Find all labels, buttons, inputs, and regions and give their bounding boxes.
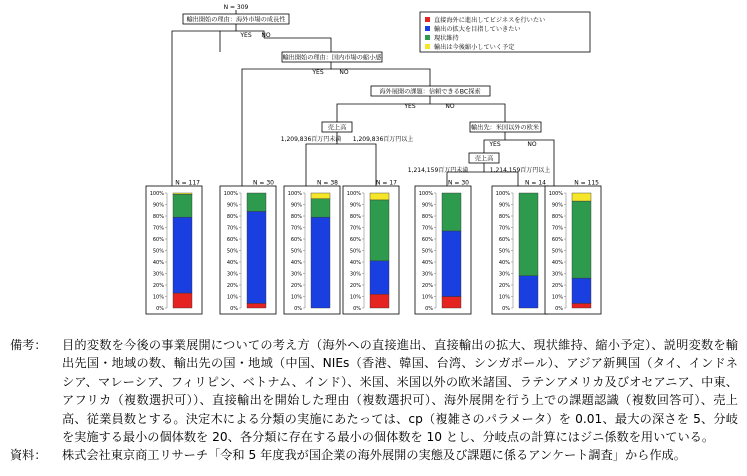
y-tick-label: 90% — [290, 202, 302, 209]
leaf-chart — [545, 180, 601, 315]
y-tick-label: 20% — [290, 282, 302, 289]
node-root — [183, 14, 289, 24]
node3-question: 海外展開の課題：信頼できるBC探索 — [379, 88, 481, 96]
y-tick-label: 0% — [502, 305, 510, 312]
legend-label: 現状維持 — [434, 34, 459, 42]
y-tick-label: 40% — [226, 259, 238, 266]
y-tick-label: 90% — [226, 202, 238, 209]
y-tick-label: 20% — [226, 282, 238, 289]
source-label: 資料： — [10, 448, 47, 463]
y-tick-label: 0% — [353, 305, 361, 312]
legend-swatch — [425, 17, 430, 22]
y-tick-label: 40% — [551, 259, 563, 266]
y-tick-label: 0% — [156, 305, 164, 312]
leaf-n-label: N = 17 — [376, 179, 397, 187]
y-tick-label: 40% — [421, 259, 433, 266]
bar-segment-direct — [173, 293, 192, 308]
biko-text: 目的変数を今後の事業展開についての考え方（海外への直接進出、直接輸出の拡大、現状維持、縮小予定）、説明変数を輸出先国・地域の数、輸出先の国・地域（中国、NIEs（香港、韓国、台湾、シンガポール）、アジア新興国（タイ、インドネシア、マレーシア、フィリピン、ベトナム、インド）、米国、米国以外の欧米諸国、ラテンアメリカ及びオセアニア、中東、アフリカ（複数選択可））、直接輸出を開始した理由（複数選択可）、海外展開を行う上での課題認識（複数回答可）、売上高、従業員数とする。決定木による分類の実施にあたっては、cp（複雑さのパラメータ）を 0.01、最大の深さを 5、分岐を実施する最小の個体数を 20、各分類に存在する最小の個体数を 10 とし、分岐点の計算にはジニ係数を用いている。 — [62, 338, 738, 445]
y-tick-label: 60% — [498, 236, 510, 243]
root-no-label: NO — [261, 32, 271, 39]
node3-yes-label: YES — [404, 103, 416, 110]
y-tick-label: 60% — [349, 236, 361, 243]
node4-right-cond: 1,209,836百万円以上 — [352, 136, 414, 143]
y-tick-label: 0% — [294, 305, 302, 312]
bar-segment-expand — [173, 217, 192, 293]
y-tick-label: 70% — [290, 225, 302, 232]
leaf-chart — [343, 180, 399, 315]
node5-no-label: NO — [527, 141, 537, 148]
legend-swatch — [425, 26, 430, 31]
node3-no-label: NO — [445, 103, 455, 110]
y-tick-label: 40% — [349, 259, 361, 266]
node4-left-cond: 1,209,836百万円未満 — [280, 136, 342, 143]
leaf-chart — [415, 180, 471, 315]
y-tick-label: 10% — [498, 294, 510, 301]
node-root-question: 輸出開始の理由：海外市場の成長性 — [186, 16, 286, 24]
leaf-charts — [146, 180, 601, 315]
bar-segment-maintain — [311, 199, 330, 217]
bar-segment-expand — [442, 231, 461, 297]
y-tick-label: 10% — [421, 294, 433, 301]
y-tick-label: 100% — [548, 190, 563, 197]
y-tick-label: 100% — [149, 190, 164, 197]
y-tick-label: 70% — [551, 225, 563, 232]
y-tick-label: 80% — [498, 213, 510, 220]
node3 — [371, 86, 490, 96]
y-tick-label: 90% — [349, 202, 361, 209]
notes — [10, 336, 738, 465]
y-tick-label: 0% — [230, 305, 238, 312]
y-tick-label: 100% — [223, 190, 238, 197]
bar-segment-shrink — [572, 193, 591, 201]
y-tick-label: 30% — [551, 271, 563, 278]
bar-segment-maintain — [173, 194, 192, 217]
y-tick-label: 90% — [498, 202, 510, 209]
y-tick-label: 40% — [152, 259, 164, 266]
source-text: 株式会社東京商工リサーチ「令和 5 年度我が国企業の海外展開の実態及び課題に係るアンケート調査」から作成。 — [62, 448, 686, 463]
bar-segment-maintain — [519, 193, 538, 276]
root-yes-label: YES — [240, 32, 252, 39]
y-tick-label: 50% — [349, 248, 361, 255]
leaf-n-label: N = 14 — [525, 179, 546, 187]
y-tick-label: 30% — [498, 271, 510, 278]
y-tick-label: 0% — [425, 305, 433, 312]
source-row — [10, 446, 738, 464]
y-tick-label: 50% — [226, 248, 238, 255]
bar-segment-maintain — [572, 201, 591, 278]
y-tick-label: 50% — [421, 248, 433, 255]
y-tick-label: 70% — [226, 225, 238, 232]
bar-segment-maintain — [370, 200, 389, 261]
y-tick-label: 80% — [226, 213, 238, 220]
y-tick-label: 80% — [349, 213, 361, 220]
y-tick-label: 60% — [152, 236, 164, 243]
y-tick-label: 20% — [421, 282, 433, 289]
node6-left-cond: 1,214,159百万円未満 — [407, 167, 469, 174]
root-n-label: N = 309 — [223, 4, 249, 11]
y-tick-label: 60% — [551, 236, 563, 243]
bar-segment-direct — [370, 294, 389, 308]
y-tick-label: 10% — [551, 294, 563, 301]
y-tick-label: 30% — [152, 271, 164, 278]
node2 — [282, 52, 382, 62]
y-tick-label: 10% — [349, 294, 361, 301]
y-tick-label: 80% — [152, 213, 164, 220]
y-tick-label: 10% — [290, 294, 302, 301]
y-tick-label: 30% — [226, 271, 238, 278]
y-tick-label: 70% — [152, 225, 164, 232]
node4-question: 売上高 — [327, 124, 347, 132]
legend-label: 輸出は今後縮小していく予定 — [434, 43, 515, 51]
y-tick-label: 70% — [498, 225, 510, 232]
y-tick-label: 100% — [418, 190, 433, 197]
y-tick-label: 100% — [287, 190, 302, 197]
bar-segment-shrink — [173, 193, 192, 194]
node5 — [470, 122, 541, 132]
y-tick-label: 50% — [290, 248, 302, 255]
node6-question: 売上高 — [474, 155, 494, 163]
y-tick-label: 70% — [421, 225, 433, 232]
bar-segment-shrink — [311, 193, 330, 199]
bar-segment-expand — [370, 261, 389, 294]
y-tick-label: 70% — [349, 225, 361, 232]
leaf-n-label: N = 30 — [448, 179, 469, 187]
bar-segment-expand — [519, 276, 538, 308]
biko-label: 備考： — [10, 338, 47, 352]
bar-segment-expand — [247, 211, 266, 303]
y-tick-label: 30% — [349, 271, 361, 278]
node6 — [469, 153, 499, 163]
node2-no-label: NO — [339, 69, 349, 76]
y-tick-label: 20% — [349, 282, 361, 289]
y-tick-label: 80% — [421, 213, 433, 220]
bar-segment-expand — [572, 278, 591, 303]
y-tick-label: 60% — [290, 236, 302, 243]
y-tick-label: 0% — [555, 305, 563, 312]
leaf-n-label: N = 38 — [317, 179, 338, 187]
leaf-n-label: N = 30 — [253, 179, 274, 187]
y-tick-label: 60% — [421, 236, 433, 243]
y-tick-label: 100% — [495, 190, 510, 197]
leaf-n-label: N = 115 — [574, 179, 599, 187]
y-tick-label: 20% — [152, 282, 164, 289]
node6-right-cond: 1,214,159百万円以上 — [489, 167, 551, 174]
y-tick-label: 50% — [152, 248, 164, 255]
bar-segment-shrink — [370, 193, 389, 200]
node5-question: 輸出先：米国以外の欧米 — [470, 124, 540, 132]
bar-segment-direct — [572, 303, 591, 308]
leaf-n-label: N = 117 — [175, 179, 200, 187]
leaf-chart — [284, 180, 340, 315]
bar-segment-expand — [311, 217, 330, 308]
node4 — [322, 122, 352, 132]
legend-swatch — [425, 35, 430, 40]
y-tick-label: 60% — [226, 236, 238, 243]
y-tick-label: 100% — [346, 190, 361, 197]
leaf-chart — [146, 180, 202, 315]
bar-segment-maintain — [442, 193, 461, 231]
bar-segment-direct — [442, 297, 461, 309]
leaf-chart — [220, 180, 276, 315]
y-tick-label: 30% — [421, 271, 433, 278]
y-tick-label: 50% — [551, 248, 563, 255]
legend-label: 直接海外に進出してビジネスを行いたい — [434, 16, 546, 24]
y-tick-label: 20% — [551, 282, 563, 289]
y-tick-label: 30% — [290, 271, 302, 278]
biko-row — [10, 336, 738, 446]
y-tick-label: 40% — [498, 259, 510, 266]
node2-question: 輸出開始の理由：国内市場の縮小感 — [282, 54, 382, 62]
bar-segment-maintain — [247, 193, 266, 211]
node2-yes-label: YES — [312, 69, 324, 76]
node5-yes-label: YES — [489, 141, 501, 148]
leaf-chart — [492, 180, 548, 315]
y-tick-label: 80% — [290, 213, 302, 220]
y-tick-label: 10% — [152, 294, 164, 301]
legend — [420, 12, 590, 52]
y-tick-label: 90% — [551, 202, 563, 209]
bar-segment-direct — [247, 303, 266, 308]
y-tick-label: 50% — [498, 248, 510, 255]
y-tick-label: 90% — [152, 202, 164, 209]
y-tick-label: 80% — [551, 213, 563, 220]
y-tick-label: 10% — [226, 294, 238, 301]
y-tick-label: 20% — [498, 282, 510, 289]
y-tick-label: 90% — [421, 202, 433, 209]
legend-swatch — [425, 44, 430, 49]
y-tick-label: 40% — [290, 259, 302, 266]
legend-label: 輸出の拡大を目指していきたい — [434, 25, 521, 33]
